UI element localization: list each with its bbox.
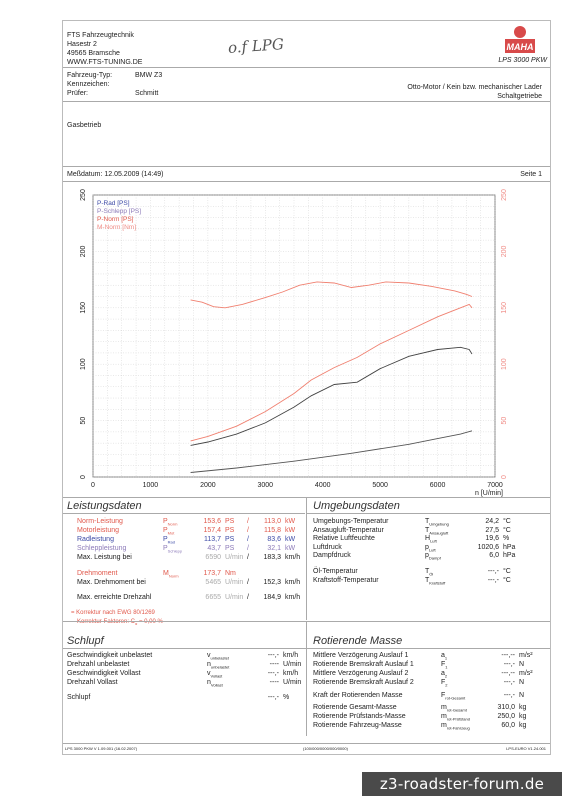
row-unit: km/h bbox=[283, 670, 299, 677]
chart-ticks bbox=[80, 189, 508, 489]
schlupf-row bbox=[67, 693, 303, 702]
masse-row bbox=[313, 678, 545, 687]
row-unit2: kW bbox=[285, 545, 296, 552]
y-tick-label: 100 bbox=[80, 358, 87, 371]
footer-config: (100/000/0000/000/0000) bbox=[303, 746, 348, 751]
row-unit: U/min bbox=[225, 554, 244, 561]
masse-row bbox=[313, 712, 545, 721]
series-line-1 bbox=[191, 431, 472, 473]
umgebung-table bbox=[313, 517, 543, 607]
legend-entry: P-Rad [PS] bbox=[97, 200, 130, 207]
row-unit2: kW bbox=[285, 518, 296, 525]
row-value: ---,- bbox=[267, 652, 279, 659]
footer-version: LPS 3000 PKW V 1.09.001 (16.02.2007) bbox=[65, 746, 138, 751]
row-value: ---,- bbox=[503, 661, 515, 668]
row-value: ---,-- bbox=[501, 652, 515, 659]
row-value: 310,0 bbox=[497, 704, 515, 711]
y2-tick-label: 250 bbox=[501, 189, 508, 201]
section-title-leistung: Leistungsdaten bbox=[67, 500, 142, 512]
leistung-row: Motorleistung $P_{Mot}$ 157,4 PS / 115,8 kW bbox=[77, 527, 296, 536]
page-number: Seite 1 bbox=[520, 171, 542, 178]
row-label: Dampfdruck bbox=[313, 552, 351, 559]
row-unit: N bbox=[519, 692, 525, 699]
korrektur-note: = Korrektur nach EWG 80/1269 bbox=[71, 610, 155, 616]
row-value: ---- bbox=[269, 679, 279, 686]
row-label: Rotierende Bremskraft Auslauf 2 bbox=[313, 679, 414, 686]
field-examiner: Prüfer: Schmitt bbox=[67, 90, 159, 97]
masse-row bbox=[313, 660, 545, 669]
row-value: ---,- bbox=[267, 670, 279, 677]
row-symbol: $p_{Luft}$ bbox=[425, 543, 436, 552]
masse-table bbox=[313, 651, 545, 741]
masse-row bbox=[313, 721, 545, 730]
row-value: 24,2 bbox=[485, 518, 499, 525]
row-label: Drehmoment bbox=[77, 570, 118, 577]
row-label: Geschwindigkeit unbelastet bbox=[67, 652, 153, 659]
x-tick-label: 0 bbox=[91, 482, 95, 489]
row-unit: Nm bbox=[225, 570, 236, 577]
row-value: ---,- bbox=[503, 692, 515, 699]
row-symbol: $m_{rot-Prüfstand}$ bbox=[441, 713, 470, 722]
series-line-3 bbox=[191, 282, 472, 308]
row-label: Max. Drehmoment bei bbox=[77, 579, 146, 586]
row-unit: °C bbox=[503, 526, 511, 534]
row-unit2: km/h bbox=[285, 594, 301, 601]
engine-info: Otto-Motor / Kein bzw. mechanischer Lader Schaltgetriebe bbox=[407, 84, 542, 100]
row-value: 6,0 bbox=[489, 552, 499, 559]
row-label: Luftdruck bbox=[313, 543, 342, 551]
row-symbol: $p_{Dampf}$ bbox=[425, 552, 441, 561]
row-label: Umgebungs-Temperatur bbox=[313, 518, 389, 525]
row-symbol: $v_{unbelastet}$ bbox=[207, 652, 229, 661]
row-unit2: km/h bbox=[285, 579, 301, 586]
row-label: Mittlere Verzögerung Auslauf 2 bbox=[313, 670, 409, 677]
row-label: Geschwindigkeit Vollast bbox=[67, 670, 141, 677]
leistung-row: Schleppleistung $P_{Schlepp}$ 43,7 PS / 32,1 kW bbox=[77, 545, 296, 554]
leistung-row: Radleistung $P_{Rad}$ 113,7 PS / 83,6 kW bbox=[77, 536, 296, 545]
row-symbol: $T_{Öl}$ bbox=[425, 568, 434, 577]
schlupf-row bbox=[67, 660, 303, 669]
row-unit: N bbox=[519, 679, 525, 686]
row-label: Schleppleistung bbox=[77, 545, 127, 552]
row-label: Max. erreichte Drehzahl bbox=[77, 594, 152, 601]
row-label: Rotierende Gesamt-Masse bbox=[313, 704, 397, 711]
masse-row bbox=[313, 651, 545, 660]
row-value: 6590 bbox=[205, 554, 221, 561]
row-value: 153,6 bbox=[203, 518, 221, 525]
row-unit: hPa bbox=[503, 543, 516, 551]
series-line-0 bbox=[191, 347, 472, 445]
masse-row bbox=[313, 691, 545, 700]
row-value2: 183,3 bbox=[263, 554, 281, 561]
chart-grid bbox=[93, 195, 495, 477]
row-value2: 115,8 bbox=[264, 527, 281, 534]
umgebung-row bbox=[313, 576, 543, 585]
row-value: 250,0 bbox=[497, 713, 515, 720]
row-symbol: $F_1$ bbox=[441, 661, 448, 670]
field-vehicle-type: Fahrzeug-Typ: BMW Z3 bbox=[67, 72, 163, 79]
row-label: Kraftstoff-Temperatur bbox=[313, 577, 379, 584]
row-value: 27,5 bbox=[485, 526, 499, 534]
row-unit: kg bbox=[519, 722, 527, 729]
chart-series bbox=[191, 282, 472, 473]
leistung-row: Norm-Leistung $P_{Norm}$ 153,6 PS / 113,0 kW bbox=[77, 518, 296, 527]
row-unit: kg bbox=[519, 713, 527, 720]
legend-entry: P-Norm [PS] bbox=[97, 216, 134, 223]
x-tick-label: 7000 bbox=[487, 482, 503, 489]
row-value: ---- bbox=[269, 661, 279, 668]
row-unit: hPa bbox=[503, 552, 516, 559]
field-plate: Kennzeichen: bbox=[67, 81, 110, 88]
column-divider bbox=[306, 497, 307, 620]
dyno-model: LPS 3000 PKW bbox=[498, 57, 547, 64]
row-value: ---,-- bbox=[501, 670, 515, 677]
row-value: 157,4 bbox=[203, 527, 221, 534]
row-label: Drehzahl Vollast bbox=[67, 679, 118, 686]
footer-euro-version: LPS-EURO V1.24.001 bbox=[506, 746, 546, 751]
row-label: Radleistung bbox=[77, 536, 114, 543]
section-title-umgebung: Umgebungsdaten bbox=[313, 500, 400, 512]
x-axis-label: n [U/min] bbox=[474, 490, 503, 497]
row-label: Rotierende Fahrzeug-Masse bbox=[313, 722, 402, 729]
row-symbol: $n_{Vollast}$ bbox=[207, 679, 223, 688]
row-symbol: $a_1$ bbox=[441, 652, 448, 661]
row-unit: N bbox=[519, 661, 525, 668]
row-unit: kg bbox=[519, 704, 527, 711]
row-symbol: $P_{Norm}$ bbox=[163, 518, 178, 527]
section-title-schlupf: Schlupf bbox=[67, 635, 104, 647]
dyno-report-sheet bbox=[62, 20, 551, 755]
masse-row bbox=[313, 703, 545, 712]
leistung-row: Max. Leistung bei 6590 U/min / 183,3 km/h bbox=[77, 554, 301, 561]
row-value: ---,- bbox=[267, 694, 279, 701]
leistung-row bbox=[77, 569, 305, 578]
row-symbol: $n_{unbelastet}$ bbox=[207, 661, 230, 670]
row-value: ---,- bbox=[487, 577, 499, 584]
leistung-row: Max. erreichte Drehzahl 6655 U/min / 184,9 km/h bbox=[77, 594, 301, 601]
row-unit2: kW bbox=[285, 536, 296, 543]
row-value2: 32,1 bbox=[267, 545, 281, 552]
row-unit: U/min bbox=[225, 579, 244, 586]
forum-watermark: z3-roadster-forum.de bbox=[362, 772, 562, 796]
y2-tick-label: 100 bbox=[501, 358, 508, 371]
row-unit: °C bbox=[503, 568, 511, 575]
row-label: Kraft der Rotierenden Masse bbox=[313, 692, 403, 699]
y2-tick-label: 0 bbox=[501, 475, 508, 479]
x-tick-label: 6000 bbox=[429, 482, 446, 489]
y-tick-label: 150 bbox=[80, 301, 87, 314]
company-address: FTS Fahrzeugtechnik Hasestr 2 49565 Bramsche WWW.FTS-TUNING.DE bbox=[67, 32, 143, 66]
legend-entry: M-Norm [Nm] bbox=[97, 224, 136, 231]
measure-date: Meßdatum: 12.05.2009 (14:49) bbox=[67, 171, 164, 178]
fuel-type: Gasbetrieb bbox=[67, 122, 102, 129]
y2-tick-label: 50 bbox=[501, 416, 508, 425]
chart-legend bbox=[97, 200, 141, 231]
row-value: 60,0 bbox=[501, 722, 515, 729]
x-tick-label: 2000 bbox=[200, 482, 216, 489]
row-label: Max. Leistung bei bbox=[77, 554, 132, 561]
row-unit: U/min bbox=[283, 661, 302, 668]
row-value2: 184,9 bbox=[263, 594, 281, 601]
row-symbol: $m_{rot-Fahrzeug}$ bbox=[441, 722, 470, 731]
row-value2: 83,6 bbox=[267, 536, 281, 543]
x-tick-label: 3000 bbox=[257, 482, 274, 489]
row-symbol: $m_{rot-Gesamt}$ bbox=[441, 704, 467, 713]
schlupf-row bbox=[67, 678, 303, 687]
leistung-table bbox=[71, 517, 305, 627]
row-unit: °C bbox=[503, 577, 511, 584]
row-symbol: $H_{Luft}$ bbox=[425, 535, 437, 544]
row-value: 113,7 bbox=[204, 536, 221, 543]
y-tick-label: 250 bbox=[80, 189, 87, 201]
row-unit: PS bbox=[225, 527, 235, 534]
row-unit: U/min bbox=[225, 594, 244, 601]
row-value: 173,7 bbox=[203, 570, 221, 577]
row-symbol: $M_{Norm}$ bbox=[163, 570, 179, 579]
y2-tick-label: 150 bbox=[501, 301, 508, 314]
row-value2: 113,0 bbox=[264, 518, 281, 525]
row-label: Mittlere Verzögerung Auslauf 1 bbox=[313, 652, 409, 659]
korrektur-factor: Korrektur-Faktoren: $C_\alpha = 0,00$ % bbox=[77, 619, 163, 627]
masse-row bbox=[313, 669, 545, 678]
maha-logo bbox=[503, 25, 537, 55]
row-label: Relative Luftfeuchte bbox=[313, 535, 375, 542]
y-tick-label: 0 bbox=[80, 475, 87, 479]
row-label: Öl-Temperatur bbox=[313, 568, 358, 575]
row-symbol: $T_{Umgebung}$ bbox=[425, 518, 449, 527]
row-unit: PS bbox=[225, 536, 235, 543]
row-symbol: $F_2$ bbox=[441, 679, 448, 688]
row-unit2: km/h bbox=[285, 554, 301, 561]
row-unit: m/s² bbox=[519, 670, 533, 677]
schlupf-table bbox=[67, 651, 303, 711]
row-unit: m/s² bbox=[519, 652, 533, 659]
row-value2: 152,3 bbox=[263, 579, 281, 586]
schlupf-row bbox=[67, 669, 303, 678]
row-unit2: kW bbox=[285, 527, 296, 534]
row-symbol: $F_{rot-Gesamt}$ bbox=[441, 692, 466, 701]
row-value: 19,6 bbox=[485, 535, 499, 542]
row-label: Ansaugluft-Temperatur bbox=[313, 526, 384, 534]
row-symbol: $T_{Ansaugluft}$ bbox=[425, 526, 449, 535]
leistung-row: Max. Drehmoment bei 5465 U/min / 152,3 km/h bbox=[77, 579, 301, 586]
x-tick-label: 4000 bbox=[314, 482, 331, 489]
row-label: Motorleistung bbox=[77, 527, 120, 534]
umgebung-row bbox=[313, 551, 543, 560]
y-tick-label: 50 bbox=[80, 416, 87, 425]
row-unit: PS bbox=[225, 545, 235, 552]
row-label: Rotierende Prüfstands-Masse bbox=[313, 713, 406, 720]
row-symbol: $v_{Vollast}$ bbox=[207, 670, 223, 679]
handwritten-note: o.f LPG bbox=[227, 35, 285, 57]
x-tick-label: 5000 bbox=[372, 482, 388, 489]
row-symbol: $a_2$ bbox=[441, 670, 448, 679]
dyno-chart bbox=[63, 183, 550, 497]
y2-tick-label: 200 bbox=[501, 245, 508, 258]
plot-frame bbox=[93, 195, 495, 477]
row-unit: U/min bbox=[283, 679, 302, 686]
row-unit: PS bbox=[225, 518, 235, 525]
row-label: Schlupf bbox=[67, 694, 91, 701]
legend-entry: P-Schlepp [PS] bbox=[97, 208, 142, 215]
row-value: 1020,6 bbox=[477, 543, 499, 551]
row-label: Drehzahl unbelastet bbox=[67, 661, 130, 668]
row-label: Norm-Leistung bbox=[77, 518, 123, 525]
row-unit: % bbox=[503, 535, 510, 542]
row-value: 5465 bbox=[205, 579, 221, 586]
schlupf-row bbox=[67, 651, 303, 660]
x-tick-label: 1000 bbox=[142, 482, 159, 489]
row-symbol: $P_{Rad}$ bbox=[163, 536, 176, 545]
section-title-masse: Rotierende Masse bbox=[313, 635, 403, 647]
row-value: 6655 bbox=[205, 594, 221, 601]
row-symbol: $P_{Schlepp}$ bbox=[163, 545, 183, 554]
row-value: ---,- bbox=[487, 568, 499, 575]
umgebung-row bbox=[313, 567, 543, 576]
row-value: ---,- bbox=[503, 679, 515, 686]
row-label: Rotierende Bremskraft Auslauf 1 bbox=[313, 661, 414, 668]
row-value: 43,7 bbox=[207, 545, 221, 552]
row-unit: °C bbox=[503, 518, 511, 525]
svg-text:MAHA: MAHA bbox=[506, 42, 534, 52]
y-tick-label: 200 bbox=[80, 245, 87, 258]
row-unit: % bbox=[283, 694, 290, 701]
row-unit: km/h bbox=[283, 652, 299, 659]
row-symbol: $T_{Kraftstoff}$ bbox=[425, 577, 446, 586]
row-symbol: $P_{Mot}$ bbox=[163, 527, 175, 536]
